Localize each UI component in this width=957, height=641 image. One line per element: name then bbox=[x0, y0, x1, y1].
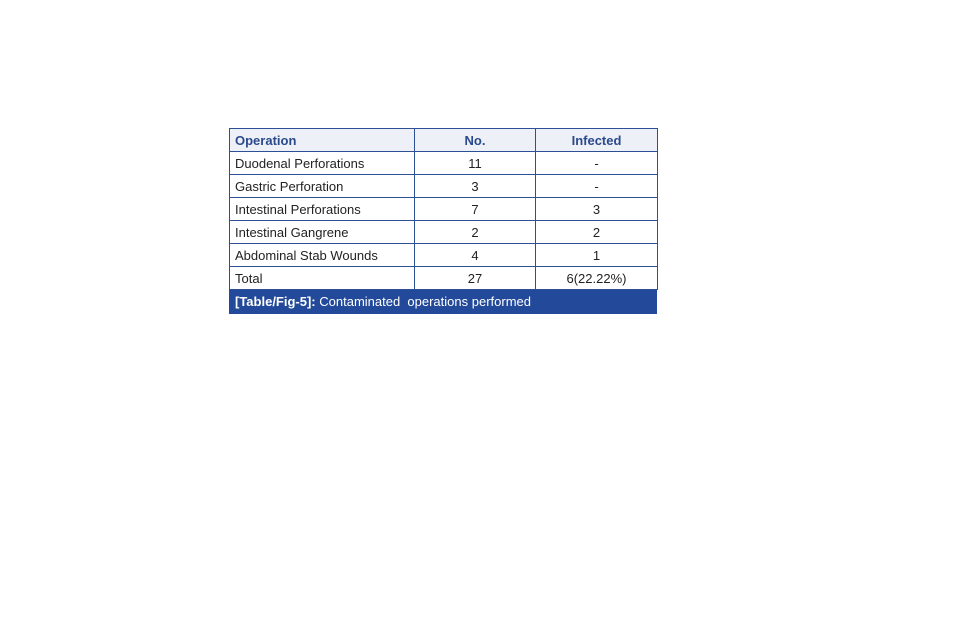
cell-number: 7 bbox=[415, 198, 536, 221]
cell-number: 2 bbox=[415, 221, 536, 244]
table-row bbox=[230, 221, 658, 244]
table-row-total bbox=[230, 267, 658, 290]
cell-number: 3 bbox=[415, 175, 536, 198]
operations-table-container bbox=[229, 128, 657, 314]
cell-infected: 1 bbox=[536, 244, 658, 267]
cell-operation: Abdominal Stab Wounds bbox=[230, 244, 415, 267]
caption-label: [Table/Fig-5]: bbox=[235, 294, 316, 309]
header-operation: Operation bbox=[230, 129, 415, 152]
header-infected: Infected bbox=[536, 129, 658, 152]
table-row bbox=[230, 175, 658, 198]
cell-number: 11 bbox=[415, 152, 536, 175]
table-caption bbox=[229, 290, 657, 314]
table-header-row bbox=[230, 129, 658, 152]
cell-infected: 2 bbox=[536, 221, 658, 244]
cell-number: 4 bbox=[415, 244, 536, 267]
header-number: No. bbox=[415, 129, 536, 152]
operations-table bbox=[229, 128, 658, 290]
cell-operation: Gastric Perforation bbox=[230, 175, 415, 198]
cell-infected: - bbox=[536, 175, 658, 198]
cell-infected: 3 bbox=[536, 198, 658, 221]
cell-operation: Intestinal Gangrene bbox=[230, 221, 415, 244]
cell-infected: - bbox=[536, 152, 658, 175]
cell-operation: Total bbox=[230, 267, 415, 290]
table-row bbox=[230, 244, 658, 267]
cell-operation: Intestinal Perforations bbox=[230, 198, 415, 221]
table-row bbox=[230, 198, 658, 221]
table-row bbox=[230, 152, 658, 175]
cell-number: 27 bbox=[415, 267, 536, 290]
cell-infected: 6(22.22%) bbox=[536, 267, 658, 290]
caption-text: Contaminated operations performed bbox=[315, 294, 531, 309]
cell-operation: Duodenal Perforations bbox=[230, 152, 415, 175]
